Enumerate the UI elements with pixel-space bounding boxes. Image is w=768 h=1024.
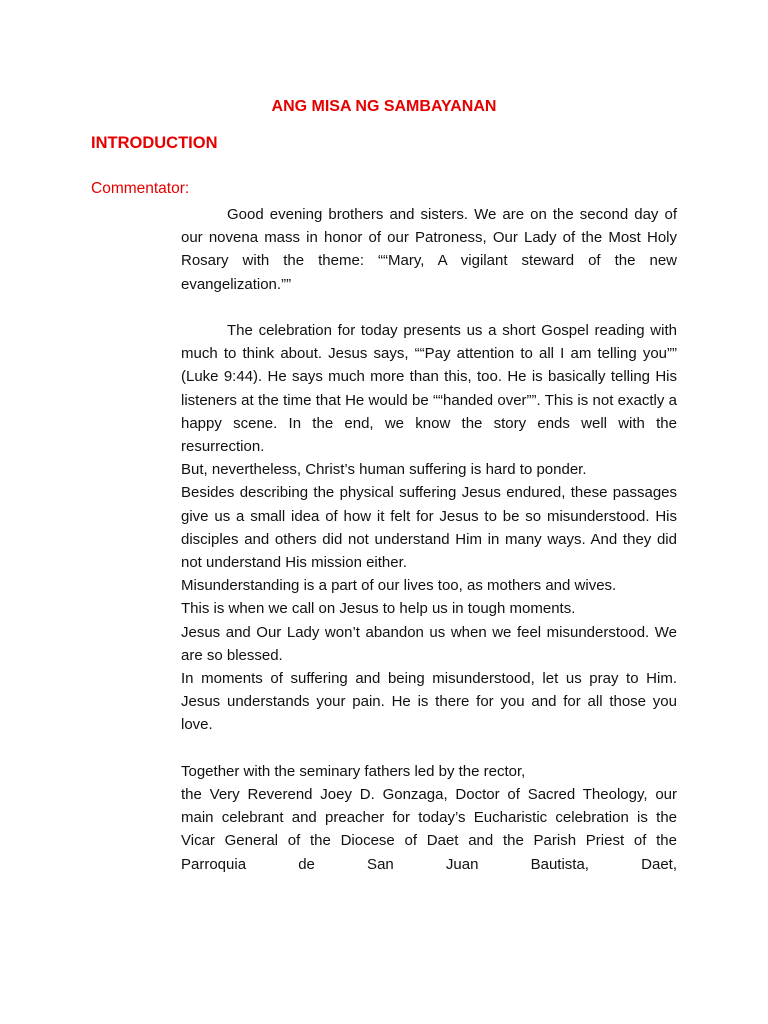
document-title: ANG MISA NG SAMBAYANAN	[271, 98, 497, 115]
section-heading: INTRODUCTION	[91, 134, 218, 152]
paragraph-not-abandon: Jesus and Our Lady won’t abandon us when we feel misunderstood. We are so blessed.	[181, 623, 677, 664]
paragraph-suffering: But, nevertheless, Christ’s human suffering is hard to ponder.	[181, 461, 587, 479]
paragraph-celebrant: the Very Reverend Joey D. Gonzaga, Doctor of Sacred Theology, our main celebrant and preacher for today’s Eucharistic celebration is the Vicar General of the Diocese of Daet and the Parish Priest of the Parroquia de San Juan Bautista, Daet,	[181, 786, 677, 873]
paragraph-passages: Besides describing the physical suffering Jesus endured, these passages give us a small idea of how it felt for Jesus to be so misunderstood. His disciples and others did not understand Him in many ways. And they did not understand His mission either.	[181, 484, 677, 572]
paragraph-greeting: Good evening brothers and sisters. We are on the second day of our novena mass in honor of our Patroness, Our Lady of the Most Holy Rosary with the theme: ““Mary, A vigilant steward of the new evangelization.””	[181, 206, 677, 293]
paragraph-misunderstanding: Misunderstanding is a part of our lives too, as mothers and wives.	[181, 577, 617, 595]
paragraph-pray: In moments of suffering and being misunderstood, let us pray to Him. Jesus understands your pain. He is there for you and for all those you love.	[181, 670, 677, 734]
commentary-body	[181, 203, 677, 876]
paragraph-celebration: The celebration for today presents us a short Gospel reading with much to think about. Jesus says, ““Pay attention to all I am telling you”” (Luke 9:44). He says much more than this, too. He is basically telling His listeners at the time that He would be ““handed over””. This is not exactly a happy scene. In the end, we know the story ends well with the resurrection.	[181, 322, 677, 456]
paragraph-call-on-jesus: This is when we call on Jesus to help us in tough moments.	[181, 600, 576, 618]
paragraph-seminary-fathers: Together with the seminary fathers led by the rector,	[181, 762, 526, 780]
speaker-label: Commentator:	[91, 180, 190, 197]
